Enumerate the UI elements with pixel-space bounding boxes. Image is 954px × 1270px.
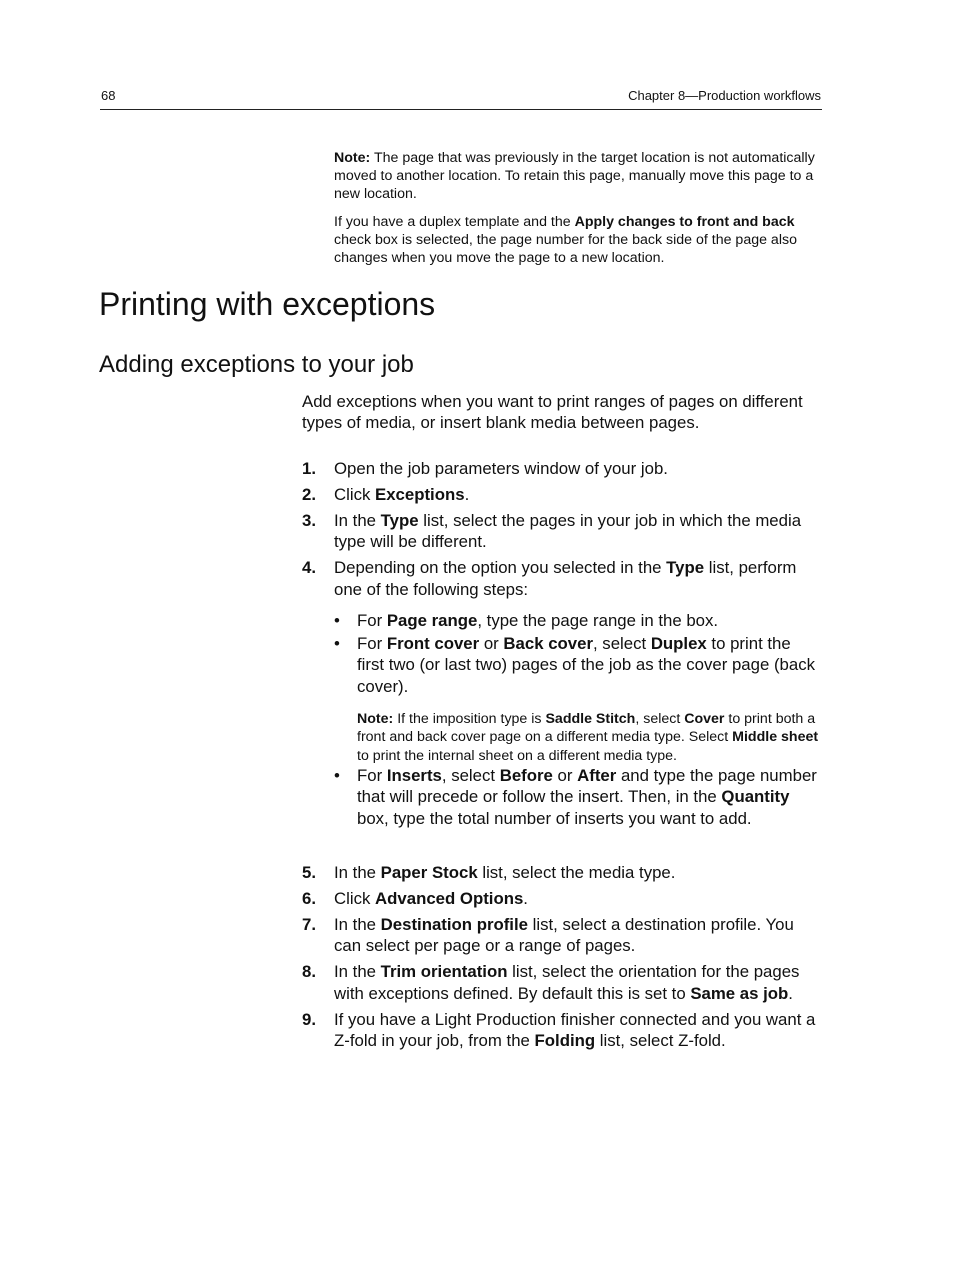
bold-run: Advanced Options: [375, 888, 524, 908]
text-run: For: [357, 765, 387, 785]
options-list-continued: [334, 765, 822, 829]
step-number: 6.: [302, 888, 316, 908]
text-run: , type the page range in the box.: [477, 611, 719, 631]
step-number: 7.: [302, 914, 316, 934]
note-text: The page that was previously in the target location is not automatically moved to another location. To retain this page, manually move this page to a new location.: [334, 150, 815, 202]
bold-run: Type: [666, 558, 705, 578]
step-item: [302, 914, 822, 957]
bold-run: Page range: [386, 611, 478, 631]
bold-run: Middle sheet: [732, 729, 819, 746]
text-run: list, select the pages in your job in which the media type will be different.: [334, 510, 802, 552]
step-item: [302, 557, 822, 829]
text-run: Click: [334, 888, 376, 908]
text-run: to print the internal sheet on a different media type.: [357, 747, 677, 764]
bold-run: Destination profile: [380, 914, 528, 934]
steps-list-continued: [302, 862, 822, 1056]
bold-run: Back cover: [503, 634, 593, 654]
header-divider: [100, 109, 822, 110]
step-number: 8.: [302, 962, 316, 982]
bullet-marker: •: [334, 634, 340, 654]
duplex-paragraph: [334, 213, 822, 267]
text-run: Depending on the option you selected in the: [334, 558, 667, 578]
text-run: Open the job parameters window of your job.: [334, 459, 668, 478]
text-run: Click: [334, 484, 376, 504]
intro-paragraph: Add exceptions when you want to print ranges of pages on different types of media, or insert blank media between pages.: [302, 392, 803, 433]
step-item: [302, 961, 822, 1004]
text-run: , select: [441, 765, 500, 785]
text-run: .: [464, 484, 470, 504]
text-run: list, select Z-fold.: [595, 1030, 726, 1050]
bold-run: After: [577, 765, 617, 785]
text-run: In the: [334, 962, 381, 982]
bold-run: Quantity: [721, 787, 790, 807]
list-item: [334, 765, 822, 829]
bold-run: Before: [499, 765, 553, 785]
bold-run: Cover: [684, 711, 725, 728]
step-number: 2.: [302, 484, 316, 504]
text-run: and type the page number that will precede or follow the insert. Then, in the: [357, 765, 817, 807]
text-run: or: [552, 765, 578, 785]
bullet-marker: •: [334, 611, 340, 631]
step-number: 9.: [302, 1009, 316, 1029]
text-run: If the imposition type is: [393, 711, 546, 728]
list-item: [334, 633, 822, 697]
text-run: .: [788, 983, 793, 1003]
note-page-not-moved: [334, 149, 822, 203]
step-number: 4.: [302, 558, 316, 578]
step-number: 5.: [302, 863, 316, 882]
step-item: [302, 484, 822, 505]
text-run: In the: [334, 914, 381, 934]
text-run: , select: [635, 711, 685, 728]
bold-run: Type: [380, 510, 419, 530]
bold-run: Apply changes to front and back: [574, 214, 795, 230]
text-run: list, perform one of the following steps:: [334, 558, 797, 599]
chapter-title: Chapter 8—Production workflows: [628, 88, 821, 103]
step-item: [302, 510, 822, 553]
step-item: [302, 458, 822, 479]
note-label: Note:: [334, 150, 371, 166]
bold-run: Exceptions: [375, 484, 465, 504]
text-run: list, select the media type.: [477, 863, 676, 882]
bold-run: Paper Stock: [380, 863, 478, 882]
text-run: or: [479, 634, 504, 654]
saddle-stitch-note: [357, 710, 822, 765]
step-number: 3.: [302, 510, 316, 530]
bold-run: Inserts: [386, 765, 442, 785]
text-run: to print both a front and back cover page on a different media type. Select: [357, 711, 816, 746]
text-run: , select: [592, 634, 651, 654]
step-number: 1.: [302, 459, 316, 478]
note-label: Note:: [357, 711, 394, 728]
bold-run: Saddle Stitch: [545, 711, 636, 728]
text-run: box, type the total number of inserts you want to add.: [357, 808, 752, 828]
step-item: [302, 1009, 822, 1052]
text-run: In the: [334, 863, 381, 882]
bold-run: Folding: [534, 1030, 596, 1050]
page-number: 68: [101, 88, 116, 103]
step-item: [302, 862, 822, 883]
text-run: If you have a duplex template and the: [334, 214, 575, 230]
text-run: list, select a destination profile. You can select per page or a range of pages.: [334, 914, 794, 956]
text-run: list, select the orientation for the pages with exceptions defined. By default this is set to: [334, 962, 800, 1003]
bold-run: Duplex: [650, 634, 707, 654]
text-run: If you have a Light Production finisher connected and you want a Z-fold in your job, from the: [334, 1009, 816, 1050]
bold-run: Front cover: [386, 634, 480, 654]
text-run: For: [357, 634, 387, 654]
text-run: to print the first two (or last two) pages of the job as the cover page (back cover).: [357, 634, 815, 696]
bullet-marker: •: [334, 765, 340, 785]
subsection-title: Adding exceptions to your job: [99, 351, 414, 378]
section-title: Printing with exceptions: [99, 286, 436, 322]
step-item: [302, 888, 822, 909]
steps-list: [302, 458, 822, 834]
list-item: [334, 610, 822, 631]
bold-run: Same as job: [690, 983, 789, 1003]
options-list: [334, 610, 822, 697]
text-run: For: [357, 611, 387, 631]
bold-run: Trim orientation: [380, 962, 508, 982]
text-run: check box is selected, the page number for the back side of the page also changes when you move the page to a new location.: [334, 232, 797, 266]
text-run: In the: [334, 510, 381, 530]
text-run: .: [523, 888, 528, 908]
